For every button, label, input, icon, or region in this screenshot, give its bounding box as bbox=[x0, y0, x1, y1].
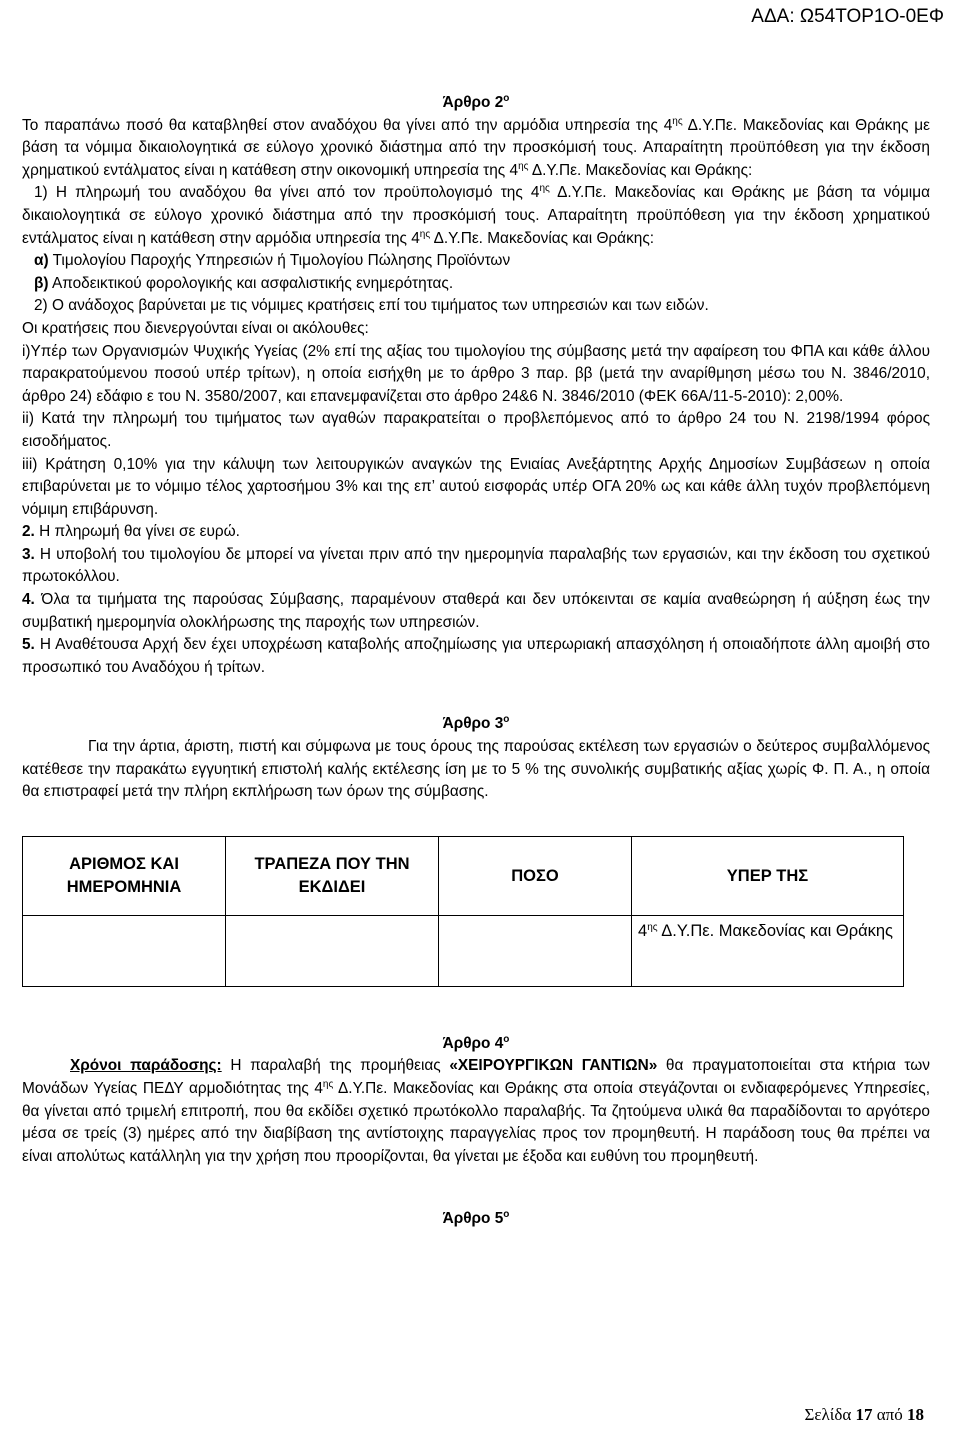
table-cell bbox=[226, 915, 439, 986]
article-5-title: Άρθρο $5^o$ bbox=[442, 1209, 510, 1228]
table-row bbox=[23, 915, 904, 986]
article-2-paragraph-3: 2) Ο ανάδοχος βαρύνεται με τις νόμιμες κρατήσεις επί του τιμήματος των υπηρεσιών και των ειδών. bbox=[34, 297, 709, 315]
numbered-item-4: 4. Όλα τα τιμήματα της παρούσας Σύμβασης, παραμένουν σταθερά και δεν υπόκεινται σε καμία αναθεώρηση ή αύξηση έως την συμβατική ημερομηνία ολοκλήρωσης της παροχής των υπηρεσιών. bbox=[22, 591, 930, 631]
table-header-cell: ΥΠΕΡ ΤΗΣ bbox=[632, 836, 904, 915]
document-beta: β) Αποδεικτικού φορολογικής και ασφαλιστικής ενημερότητας. bbox=[34, 274, 454, 292]
article-2-paragraph-4: Οι κρατήσεις που διενεργούνται είναι οι ακόλουθες: bbox=[22, 319, 369, 337]
ada-header: ΑΔΑ: Ω54ΤΟΡ1Ο-0ΕΦ bbox=[751, 6, 944, 27]
article-2-title: Άρθρο $2^o$ bbox=[442, 93, 510, 111]
table-cell: $4^{\eta\varsigma}$ Δ.Υ.Πε. Μακεδονίας και Θράκης bbox=[632, 915, 904, 986]
table-cell bbox=[439, 915, 632, 986]
numbered-item-2: 2. Η πληρωμή θα γίνει σε ευρώ. bbox=[22, 523, 240, 541]
numbered-item-3: 3. Η υποβολή του τιμολογίου δε μπορεί να γίνεται πριν από την ημερομηνία παραλαβής των εργασιών, και την έκδοση του σχετικού πρωτοκόλλου. bbox=[22, 545, 930, 586]
page-footer: Σελίδα 17 από 18 bbox=[804, 1405, 924, 1424]
document-alpha: α) Τιμολογίου Παροχής Υπηρεσιών ή Τιμολογίου Πώλησης Προϊόντων bbox=[34, 252, 511, 270]
numbered-item-5: 5. Η Αναθέτουσα Αρχή δεν έχει υποχρέωση καταβολής αποζημίωσης για υπερωριακή απασχόληση ή οποιαδήποτε άλλη αμοιβή στο προσωπικό του Αναδόχου ή τρίτων. bbox=[22, 636, 930, 676]
article-4-title: Άρθρο $4^o$ bbox=[442, 1033, 510, 1052]
article-4-text: Χρόνοι παράδοσης: Η παραλαβή της προμήθειας «ΧΕΙΡΟΥΡΓΙΚΩΝ ΓΑΝΤΙΩΝ» θα πραγματοποιείται στα κτήρια των Μονάδων Υγείας ΠΕΔΥ αρμοδιότητας της $4^{\eta\varsigma}$ Δ.Υ.Πε. Μακεδονίας και Θράκης στα οποία στεγάζονται οι ενδιαφερόμενες Υπηρεσίες, θα γίνεται από τριμελή επιτροπή, που θα εκδίδει σχετικό πρωτόκολλο παραλαβής. Τα ζητούμενα υλικά θα παραδίδονται το αργότερο μέσα σε τρείς (3) ημέρες από την διαβίβαση της αντίστοιχης παραγγελίας προς τον προμηθευτή. Η παράδοση τους θα πρέπει να είναι απολύτως κατάλληλη για την χρήση που προορίζονται, θα γίνεται με έξοδα και ευθύνη του προμηθευτή. bbox=[22, 1057, 930, 1165]
delivery-times-label: Χρόνοι παράδοσης: bbox=[70, 1057, 222, 1075]
article-2-paragraph-6: ii) Κατά την πληρωμή του τιμήματος των αγαθών παρακρατείται ο προβλεπόμενος από το άρθρο 24 του Ν. 2198/1994 φόρος εισοδήματος. bbox=[22, 410, 930, 450]
article-2-paragraph-1: Το παραπάνω ποσό θα καταβληθεί στον αναδόχου θα γίνει από την αρμόδια υπηρεσία της $4^{\eta\varsigma}$ Δ.Υ.Πε. Μακεδονίας και Θράκης με βάση τα νόμιμα δικαιολογητικά σε εύλογο χρονικό διάστημα από την προσκόμισή τους. Απαραίτητη προϋπόθεση για την έκδοση χρηματικού εντάλματος είναι η κατάθεση στην οικονομική υπηρεσία της $4^{\eta\varsigma}$ Δ.Υ.Πε. Μακεδονίας και Θράκης: bbox=[22, 115, 930, 179]
table-cell bbox=[23, 915, 226, 986]
table-header-row bbox=[23, 836, 904, 915]
guarantee-table bbox=[22, 836, 904, 987]
table-header-cell: ΑΡΙΘΜΟΣ ΚΑΙ ΗΜΕΡΟΜΗΝΙΑ bbox=[23, 836, 226, 915]
article-2-paragraph-2: 1) Η πληρωμή του αναδόχου θα γίνει από τον προϋπολογισμό της $4^{\eta\varsigma}$ Δ.Υ.Πε. Μακεδονίας και Θράκης με βάση τα νόμιμα δικαιολογητικά σε εύλογο χρονικό διάστημα από την προσκόμισή τους. Απαραίτητη προϋπόθεση για την έκδοση χρηματικού εντάλματος είναι η κατάθεση στην αρμόδια υπηρεσία της $4^{\eta\varsigma}$ Δ.Υ.Πε. Μακεδονίας και Θράκης: bbox=[22, 183, 930, 247]
product-name: «ΧΕΙΡΟΥΡΓΙΚΩΝ ΓΑΝΤΙΩΝ» bbox=[449, 1057, 658, 1075]
article-2-paragraph-5: i)Υπέρ των Οργανισμών Ψυχικής Υγείας (2% επί της αξίας του τιμολογίου της σύμβασης μετά την αφαίρεση του ΦΠΑ και κάθε άλλου παρακρατούμενου ποσού υπέρ τρίτων), η οποία εισήχθη με το άρθρο 3 παρ. ββ (μετά την αναρίθμηση μέσω του Ν. 3846/2010, άρθρο 24) εδάφιο ε του Ν. 3580/2007, και επανεμφανίζεται στο άρθρο 24&6 Ν. 3846/2010 (ΦΕΚ 66Α/11-5-2010): 2,00%. bbox=[22, 342, 930, 405]
table-header-cell: ΤΡΑΠΕΖΑ ΠΟΥ ΤΗΝ ΕΚΔΙΔΕΙ bbox=[226, 836, 439, 915]
table-header-cell: ΠΟΣΟ bbox=[439, 836, 632, 915]
document-body bbox=[22, 92, 930, 1231]
article-3-text: Για την άρτια, άριστη, πιστή και σύμφωνα με τους όρους της παρούσας εκτέλεση των εργασιών ο δεύτερος συμβαλλόμενος κατέθεσε την παρακάτω εγγυητική επιστολή καλής εκτέλεσης ίση με το 5 % της συνολικής συμβατικής αξίας χωρίς Φ. Π. Α., η οποία θα επιστραφεί μετά την πλήρη εκπλήρωση των όρων της σύμβασης. bbox=[22, 738, 930, 801]
article-3-title: Άρθρο $3^o$ bbox=[442, 714, 510, 733]
article-2-paragraph-7: iii) Κράτηση 0,10% για την κάλυψη των λειτουργικών αναγκών της Ενιαίας Ανεξάρτητης Αρχής Δημοσίων Συμβάσεων η οποία επιβαρύνεται με το νόμιμο τέλος χαρτοσήμου 3% και της επ’ αυτού εισφοράς υπέρ ΟΓΑ 20% ως και κάθε άλλη τυχόν προβλεπόμενη νόμιμη επιβάρυνση. bbox=[22, 455, 930, 518]
